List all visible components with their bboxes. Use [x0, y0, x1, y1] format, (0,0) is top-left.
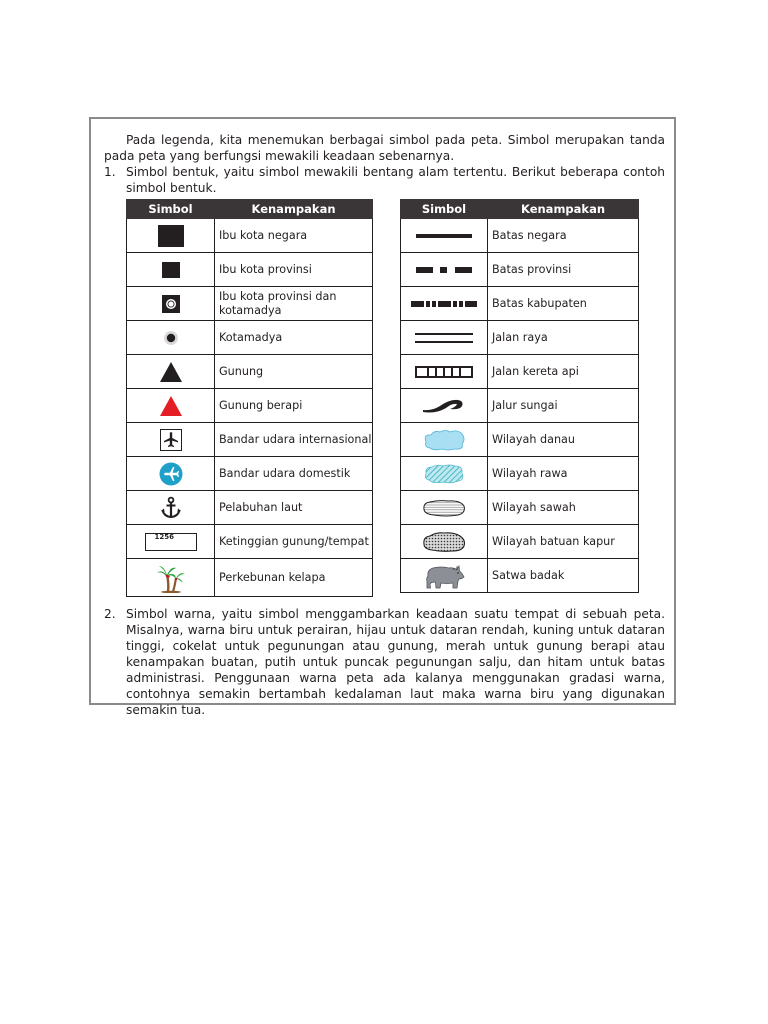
row-label: Batas negara	[488, 219, 639, 253]
rhino-icon	[423, 562, 465, 590]
table-row	[127, 355, 373, 389]
row-label: Wilayah rawa	[488, 457, 639, 491]
airplane-box-icon	[160, 429, 182, 451]
row-label: Wilayah danau	[488, 423, 639, 457]
lake-icon	[422, 428, 466, 452]
table-row	[127, 253, 373, 287]
list-number: 1.	[104, 165, 116, 179]
row-label: Jalur sungai	[488, 389, 639, 423]
row-label: Wilayah sawah	[488, 491, 639, 525]
table-row	[401, 525, 639, 559]
row-label: Perkebunan kelapa	[215, 559, 373, 597]
dot-circle-icon	[163, 330, 179, 346]
row-label: Pelabuhan laut	[215, 491, 373, 525]
table-row	[401, 253, 639, 287]
table-row	[401, 457, 639, 491]
header-kenampakan: Kenampakan	[215, 200, 373, 219]
table-row	[127, 219, 373, 253]
elevation-value: 1256	[154, 532, 174, 541]
row-label: Ibu kota negara	[215, 219, 373, 253]
black-square-large-icon	[157, 225, 185, 247]
table-row	[401, 355, 639, 389]
table-row	[127, 321, 373, 355]
list-item-1	[104, 164, 665, 196]
list-text: Simbol warna, yaitu simbol menggambarkan keadaan suatu tempat di sebuah peta. Misalnya, warna biru untuk perairan, hijau untuk dataran rendah, kuning untuk dataran tinggi, cokelat untuk pegunungan atau gunung, merah untuk gunung berapi atau kenampakan buatan, putih untuk puncak pegunungan salju, dan hitam untuk batas administrasi. Penggunaan warna peta ada kalanya menggunakan gradasi warna, contohnya semakin bertambah kedalaman laut maka warna biru yang digunakan semakin tua.	[126, 607, 665, 717]
black-square-small-icon	[162, 262, 180, 278]
double-line-icon	[415, 332, 473, 344]
rice-field-icon	[422, 499, 466, 517]
row-label: Kotamadya	[215, 321, 373, 355]
anchor-icon	[159, 496, 183, 520]
table-row	[127, 491, 373, 525]
header-simbol: Simbol	[127, 200, 215, 219]
table-row	[127, 525, 373, 559]
row-label: Ketinggian gunung/tempat	[215, 525, 373, 559]
river-icon	[422, 397, 466, 415]
table-row	[127, 457, 373, 491]
elevation-box-icon	[145, 533, 197, 551]
row-label: Ibu kota provinsi dan kotamadya	[215, 287, 373, 321]
list-number: 2.	[104, 607, 116, 621]
red-triangle-icon	[160, 396, 182, 416]
header-kenampakan: Kenampakan	[488, 200, 639, 219]
symbol-table-right	[400, 199, 639, 593]
symbol-table-left	[126, 199, 373, 597]
row-label: Satwa badak	[488, 559, 639, 593]
row-label: Bandar udara internasional	[215, 423, 373, 457]
airplane-circle-icon	[159, 462, 183, 486]
row-label: Ibu kota provinsi	[215, 253, 373, 287]
table-row	[401, 219, 639, 253]
palm-tree-icon	[156, 563, 186, 593]
table-row	[127, 423, 373, 457]
solid-line-icon	[416, 233, 472, 239]
row-label: Gunung	[215, 355, 373, 389]
table-row	[401, 287, 639, 321]
table-row	[401, 491, 639, 525]
railway-icon	[415, 365, 473, 379]
table-row	[127, 559, 373, 597]
row-label: Gunung berapi	[215, 389, 373, 423]
row-label: Wilayah batuan kapur	[488, 525, 639, 559]
list-item-2	[104, 606, 665, 718]
list-text: Simbol bentuk, yaitu simbol mewakili bentang alam tertentu. Berikut beberapa contoh simbol bentuk.	[126, 165, 665, 195]
row-label: Jalan raya	[488, 321, 639, 355]
table-row	[401, 559, 639, 593]
row-label: Bandar udara domestik	[215, 457, 373, 491]
table-row	[127, 287, 373, 321]
header-simbol: Simbol	[401, 200, 488, 219]
limestone-icon	[422, 531, 466, 553]
table-row	[127, 389, 373, 423]
table-row	[401, 423, 639, 457]
row-label: Batas kabupaten	[488, 287, 639, 321]
black-triangle-icon	[160, 362, 182, 382]
intro-paragraph: Pada legenda, kita menemukan berbagai simbol pada peta. Simbol merupakan tanda pada peta yang berfungsi mewakili keadaan sebenarnya.	[104, 133, 665, 163]
row-label: Jalan kereta api	[488, 355, 639, 389]
table-row	[401, 389, 639, 423]
square-with-circle-icon	[162, 295, 180, 313]
table-row	[401, 321, 639, 355]
swamp-icon	[423, 463, 465, 485]
dashed-line-icon	[416, 266, 472, 274]
row-label: Batas provinsi	[488, 253, 639, 287]
dash-dot-line-icon	[411, 300, 477, 308]
